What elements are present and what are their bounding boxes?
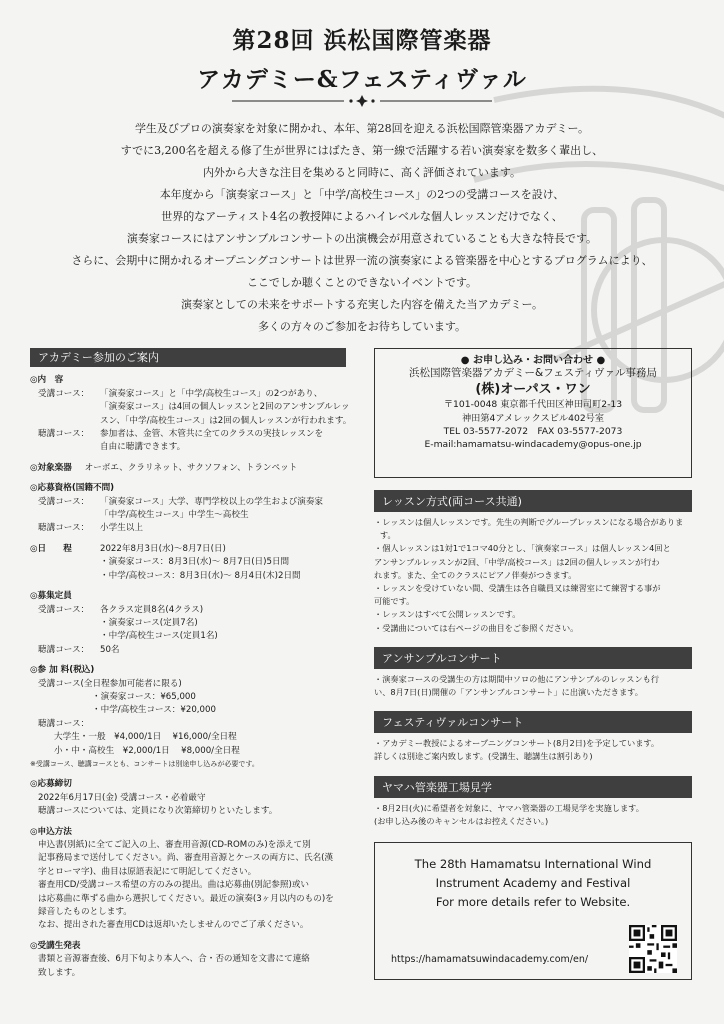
application-line: 審査用CD/受講コース希望の方のみの提出。曲は応募曲(別記参照)或い bbox=[38, 880, 310, 891]
section-title-academy: アカデミー参加のご案内 bbox=[30, 348, 346, 367]
festival-line: ・アカデミー教授によるオープニングコンサート(8月2日)を予定しています。 bbox=[374, 738, 660, 749]
contact-phone: TEL 03-5577-2072 FAX 03-5577-2073 bbox=[443, 426, 623, 438]
qr-code[interactable] bbox=[629, 925, 677, 973]
fees-line: ・中学/高校生コース：¥20,000 bbox=[92, 705, 216, 716]
application-line: 字とローマ字)、曲目は原語表記にて明記してください。 bbox=[38, 866, 257, 877]
instruments-heading: ◎対象楽器 bbox=[30, 462, 72, 473]
capacity-line: ・演奏家コース(定員7名) bbox=[100, 617, 198, 628]
fees-audit-line: 大学生・一般 ¥4,000/1日 ¥16,000/全日程 bbox=[54, 732, 237, 743]
lesson-line: ・レッスンはすべて公開レッスンです。 bbox=[374, 609, 521, 620]
capacity-line: ・中学/高校生コース(定員1名) bbox=[100, 631, 218, 642]
lesson-line: ・レッスンは個人レッスンです。先生の判断でグループレッスンになる場合があります。 bbox=[374, 517, 684, 541]
instruments-block bbox=[30, 462, 352, 475]
eligibility-line: 「演奏家コース」大学、専門学校以上の学生および演奏家 bbox=[100, 496, 324, 507]
lesson-line: ・受講曲については右ページの曲目をご参照ください。 bbox=[374, 622, 579, 633]
deadline-block bbox=[30, 778, 352, 818]
right-column bbox=[374, 348, 692, 980]
instruments-value: オーボエ、クラリネット、サクソフォン、トランペット bbox=[84, 462, 298, 473]
contact-box bbox=[374, 348, 692, 478]
course-label: 受講コース： bbox=[38, 388, 90, 399]
intro-line: 本年度から「演奏家コース」と「中学/高校生コース」の2つの受講コースを設け、 bbox=[159, 188, 565, 201]
audit-label: 聴講コース： bbox=[38, 644, 90, 655]
content-line: 自由に聴講できます。 bbox=[100, 442, 186, 453]
schedule-heading: ◎日 程 bbox=[30, 543, 72, 554]
section-title-festival: フェスティヴァルコンサート bbox=[374, 711, 692, 733]
deadline-line: 聴講コースについては、定員になり次第締切りといたします。 bbox=[38, 806, 278, 817]
page-subtitle: アカデミー&フェスティヴァル bbox=[197, 66, 527, 93]
lesson-line: 可能です。 bbox=[374, 596, 415, 607]
fees-heading: ◎参 加 料(税込) bbox=[30, 665, 95, 676]
content-line: スン、「中学/高校生コース」は2回の個人レッスンが行われます。 bbox=[100, 415, 352, 426]
intro-line: 多くの方々のご参加をお待ちしています。 bbox=[257, 320, 467, 333]
application-heading: ◎申込方法 bbox=[30, 826, 72, 837]
contact-company: (株)オーパス・ワン bbox=[475, 381, 591, 397]
intro-text bbox=[0, 118, 724, 338]
eligibility-audit-value: 小学生以上 bbox=[100, 523, 143, 534]
ensemble-section bbox=[374, 647, 692, 699]
deadline-heading: ◎応募締切 bbox=[30, 779, 72, 790]
intro-line: 世界的なアーティスト4名の教授陣によるハイレベルな個人レッスンだけでなく、 bbox=[161, 210, 563, 223]
application-line: は応募曲に準ずる曲から選択してください。最近の演奏(3ヶ月以内のもの)を bbox=[38, 893, 334, 904]
results-line: 致します。 bbox=[38, 967, 81, 978]
results-heading: ◎受講生発表 bbox=[30, 940, 81, 951]
academy-info-column bbox=[30, 348, 352, 980]
content-line: 参加者は、金管、木管共に全てのクラスの実技レッスンを bbox=[100, 429, 324, 440]
contact-address: 神田第4アメレックスビル402号室 bbox=[461, 412, 605, 424]
lesson-line: ・個人レッスンは1対1で1コマ40分とし、「演奏家コース」は個人レッスン4回と bbox=[374, 543, 671, 554]
content-line: 「演奏家コース」は4回の個人レッスンと2回のアンサンブルレッ bbox=[100, 402, 350, 413]
deadline-line: 2022年6月17日(金) 受講コース・必着厳守 bbox=[38, 792, 206, 803]
intro-line: さらに、会期中に開かれるオープニングコンサートは世界一流の演奏家による管楽器を中心とするプログラムにより、 bbox=[71, 254, 653, 267]
section-title-factory: ヤマハ管楽器工場見学 bbox=[374, 776, 692, 798]
section-title-lesson: レッスン方式(両コース共通) bbox=[374, 490, 692, 512]
results-block bbox=[30, 940, 352, 980]
english-line: The 28th Hamamatsu International Wind bbox=[414, 857, 652, 872]
english-info-box bbox=[374, 842, 692, 980]
page-header bbox=[0, 22, 724, 94]
application-line: 申込書(別紙)に全てご記入の上、審査用音源(CD-ROMのみ)を添えて別 bbox=[38, 840, 311, 850]
contact-address: 〒101-0048 東京都千代田区神田司町2-13 bbox=[443, 399, 623, 411]
factory-line: (お申し込み後のキャンセルはお控えください。) bbox=[374, 815, 549, 826]
fees-audit-line: 小・中・高校生 ¥2,000/1日 ¥8,000/全日程 bbox=[54, 745, 240, 756]
schedule-line: 2022年8月3日(水)〜8月7日(日) bbox=[100, 543, 226, 554]
ensemble-line: い、8月7日(日)開催の「アンサンブルコンサート」に出演いただきます。 bbox=[374, 687, 643, 698]
page-title: 第28回 浜松国際管楽器 bbox=[232, 27, 492, 54]
festival-line: 詳しくは別途ご案内致します。(受講生、聴講生は割引あり) bbox=[374, 751, 593, 762]
fees-line: ・演奏家コース：¥65,000 bbox=[92, 691, 196, 702]
eligibility-block bbox=[30, 482, 352, 536]
lesson-line: れます。また、全てのクラスにピアノ伴奏がつきます。 bbox=[374, 569, 577, 580]
eligibility-line: 「中学/高校生コース」中学生〜高校生 bbox=[100, 510, 249, 521]
contact-email[interactable]: E-mail:hamamatsu-windacademy@opus-one.jp bbox=[424, 439, 642, 451]
ornament-divider bbox=[232, 94, 492, 108]
audit-label: 聴講コース： bbox=[38, 429, 90, 440]
course-label: 受講コース： bbox=[38, 604, 90, 615]
english-line: Instrument Academy and Festival bbox=[435, 876, 631, 891]
contact-heading: ● お申し込み・お問い合わせ ● bbox=[460, 355, 606, 366]
content-line: 「演奏家コース」と「中学/高校生コース」の2つがあり、 bbox=[100, 388, 323, 399]
capacity-block bbox=[30, 590, 352, 657]
content-heading: ◎内 容 bbox=[30, 375, 64, 386]
eligibility-heading: ◎応募資格(国籍不問) bbox=[30, 483, 115, 494]
capacity-line: 各クラス定員8名(4クラス) bbox=[100, 604, 204, 615]
factory-section bbox=[374, 776, 692, 828]
application-block bbox=[30, 826, 352, 933]
content-block bbox=[30, 374, 352, 454]
festival-section bbox=[374, 711, 692, 763]
section-title-ensemble: アンサンブルコンサート bbox=[374, 647, 692, 669]
fees-block bbox=[30, 664, 352, 771]
schedule-line: ・中学/高校コース：8月3日(水)〜 8月4日(木)2日間 bbox=[100, 570, 301, 581]
intro-line: 学生及びプロの演奏家を対象に開かれ、本年、第28回を迎える浜松国際管楽器アカデミー。 bbox=[134, 122, 590, 135]
intro-line: 演奏家としての未来をサポートする充実した内容を備えた当アカデミー。 bbox=[180, 298, 544, 311]
intro-line: 内外から大きな注目を集めると同時に、高く評価されています。 bbox=[202, 166, 522, 179]
fees-course-line: 受講コース(全日程参加可能者に限る) bbox=[38, 678, 182, 689]
schedule-block bbox=[30, 543, 352, 583]
intro-line: 演奏家コースにはアンサンブルコンサートの出演機会が用意されていることも大きな特長です。 bbox=[126, 232, 598, 245]
lesson-line: アンサンブルレッスンが2回、「中学/高校コース」は2回の個人レッスンが行わ bbox=[374, 556, 660, 567]
factory-line: ・8月2日(火)に希望者を対象に、ヤマハ管楽器の工場見学を実施します。 bbox=[374, 802, 644, 813]
audit-label: 聴講コース： bbox=[38, 523, 90, 534]
capacity-audit-value: 50名 bbox=[100, 644, 120, 655]
intro-line: ここでしか聴くことのできないイベントです。 bbox=[246, 276, 478, 289]
course-label: 受講コース： bbox=[38, 496, 90, 507]
application-line: 録音したものとします。 bbox=[38, 907, 132, 918]
schedule-line: ・演奏家コース：8月3日(水)〜 8月7日(日)5日間 bbox=[100, 557, 290, 568]
application-line: なお、提出された審査用CDは返却いたしませんのでご了承ください。 bbox=[38, 920, 309, 931]
fees-note: ※受講コース、聴講コースとも、コンサートは別途申し込みが必要です。 bbox=[30, 759, 259, 768]
capacity-heading: ◎募集定員 bbox=[30, 591, 72, 602]
english-line: For more details refer to Website. bbox=[435, 895, 631, 910]
lesson-section bbox=[374, 490, 692, 635]
results-line: 書類と音源審査後、6月下旬より本人へ、合・否の通知を文書にて連絡 bbox=[38, 954, 310, 965]
contact-org: 浜松国際管楽器アカデミー&フェスティヴァル事務局 bbox=[409, 367, 657, 380]
application-line: 記事務局まで送付してください。尚、審査用音源とケースの両方に、氏名(漢 bbox=[38, 853, 334, 864]
lesson-line: ・レッスンを受けていない間、受講生は各自職員又は練習室にて練習する事が bbox=[374, 583, 661, 594]
intro-line: すでに3,200名を超える修了生が世界にはばたき、第一線で活躍する若い演奏家を数多く輩出し、 bbox=[120, 144, 604, 157]
ensemble-line: ・演奏家コースの受講生の方は期間中ソロの他にアンサンブルのレッスンも行 bbox=[374, 673, 660, 684]
website-link[interactable]: https://hamamatsuwindacademy.com/en/ bbox=[391, 954, 589, 966]
audit-label: 聴講コース： bbox=[38, 718, 90, 729]
